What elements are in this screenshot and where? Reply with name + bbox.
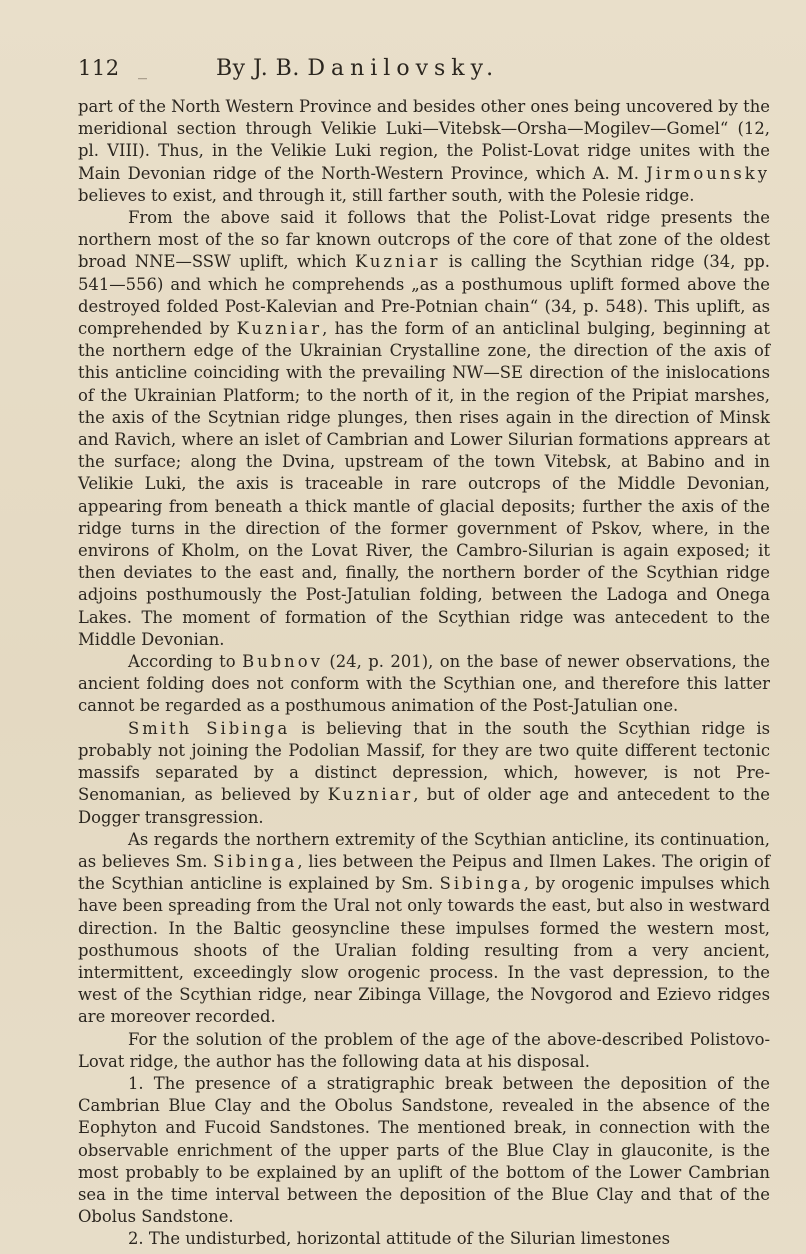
spaced-author-name: Smith Sibinga bbox=[128, 718, 291, 738]
text-segment: is believing that in the south the Scythian ridge is probably not joining the Podolian Massif, for they are two quite different tectonic massifs separated by a distinct depression, which, however, is not Pre-Senomanian, as believed by bbox=[78, 718, 770, 805]
text-segment: As regards the northern extremity of the Scythian anticline, its continuation, as believes Sm. bbox=[78, 829, 770, 871]
text-segment: believes to exist, and through it, still farther south, with the Polesie ridge. bbox=[78, 185, 695, 205]
paragraph bbox=[78, 1228, 770, 1250]
spaced-author-name: Kuzniar bbox=[354, 252, 441, 272]
spaced-author-name: Kuzniar bbox=[327, 785, 414, 805]
page-header bbox=[78, 56, 770, 86]
body-text bbox=[78, 96, 770, 1251]
text-segment: is calling the Scythian ridge (34, pp. 541—556) and which he comprehends „as a posthumous uplift formed above the destroyed folded Post-Kalevian and Pre-Potnian chain“ (34, p. 548). This uplift, as comprehended by bbox=[78, 252, 770, 339]
paragraph bbox=[78, 1073, 770, 1228]
paragraph bbox=[78, 207, 770, 651]
paragraph bbox=[78, 718, 770, 829]
paragraph bbox=[78, 1029, 770, 1073]
paragraph bbox=[78, 829, 770, 1029]
text-segment: From the above said it follows that the Polist-Lovat ridge presents the northern most of the so far known outcrops of the core of that zone of the oldest broad NNE—SSW uplift, which bbox=[78, 208, 770, 272]
text-segment: According to bbox=[128, 652, 243, 672]
page-number: 112 bbox=[78, 56, 120, 80]
running-head bbox=[164, 56, 770, 81]
text-segment: , lies between the Peipus and Ilmen Lakes. The origin of the Scythian anticline is explained by Sm. bbox=[78, 851, 770, 894]
paragraph bbox=[78, 651, 770, 718]
spaced-author-name: Bubnov bbox=[242, 652, 323, 672]
text-segment: part of the North Western Province and besides other ones being uncovered by the meridional section through Velikie Luki—Vitebsk—Orsha—Mogilev—Gomel“ (12, pl. VIII). Thus, in the Velikie Luki region, the Polist-Lovat ridge unites with the Main Devonian ridge of the North-Western Province, which A. M. bbox=[78, 97, 770, 183]
text-segment: , has the form of an anticlinal bulging, beginning at the northern edge of the Ukrainian Crystalline zone, the direction of the axis of this anticline coinciding with the prevailing NW—SE direction of the inislocations of the Ukrainian Platform; to the north of it, in the region of the Pripiat marshes, the axis of the Scytnian ridge plunges, then rises again in the direction of Minsk and Ravich, where an islet of Cambrian and Lower Silurian formations apprears at the surface; along the Dvina, upstream of the town Vitebsk, at Babino and in Velikie Luki, the axis is traceable in rare outcrops of the Middle Devonian, appearing from beneath a thick mantle of glacial deposits; further the axis of the ridge turns in the direction of the former government of Pskov, where, in the environs of Kholm, on the Lovat River, the Cambro-Silurian is again exposed; it then deviates to the east and, finally, the northern border of the Scythian ridge adjoins posthumously the Post-Jatulian folding, between the Ladoga and Onega Lakes. The moment of formation of the Scythian ridge was antecedent to the Middle Devonian. bbox=[78, 319, 770, 649]
text-segment: 2. The undisturbed, horizontal attitude of the Silurian limestones bbox=[128, 1229, 671, 1249]
spaced-author-name: Sibinga bbox=[439, 874, 524, 894]
header-separator: _ bbox=[138, 59, 148, 80]
text-segment: 1. The presence of a stratigraphic break between the deposition of the Cambrian Blue Clay and the Obolus Sandstone, revealed in the absence of the Eophyton and Fucoid Sandstones. The mentioned break, in connection with the observable enrichment of the upper parts of the Blue Clay in glauconite, is the most probably to be explained by an uplift of the bottom of the Lower Cambrian sea in the time interval between the deposition of the Blue Clay and that of the Obolus Sandstone. bbox=[78, 1073, 770, 1227]
running-head-prefix: By J. B. bbox=[216, 56, 308, 81]
spaced-author-name: Kuzniar bbox=[236, 319, 323, 339]
paragraph bbox=[78, 96, 770, 207]
running-head-author-name: Danilovsky. bbox=[307, 56, 500, 81]
spaced-author-name: Jirmounsky bbox=[646, 163, 770, 183]
text-segment: , by orogenic impulses which have been spreading from the Ural not only towards the east, but also in westward direction. In the Baltic geosyncline these impulses formed the western most, posthumous shoots of the Uralian folding resulting from a very ancient, intermittent, exceedingly slow orogenic process. In the vast depression, to the west of the Scythian ridge, near Zibinga Village, the Novgorod and Ezievo ridges are moreover recorded. bbox=[78, 874, 770, 1027]
spaced-author-name: Sibinga bbox=[213, 851, 298, 871]
text-segment: (24, p. 201), on the base of newer observations, the ancient folding does not conform with the Scythian one, and therefore this latter cannot be regarded as a posthumous animation of the Post-Jatulian one. bbox=[78, 652, 771, 716]
text-segment: , but of older age and antecedent to the Dogger transgression. bbox=[78, 785, 771, 827]
text-segment: For the solution of the problem of the age of the above-described Polistovo-Lovat ridge, the author has the following data at his disposal. bbox=[78, 1029, 770, 1071]
